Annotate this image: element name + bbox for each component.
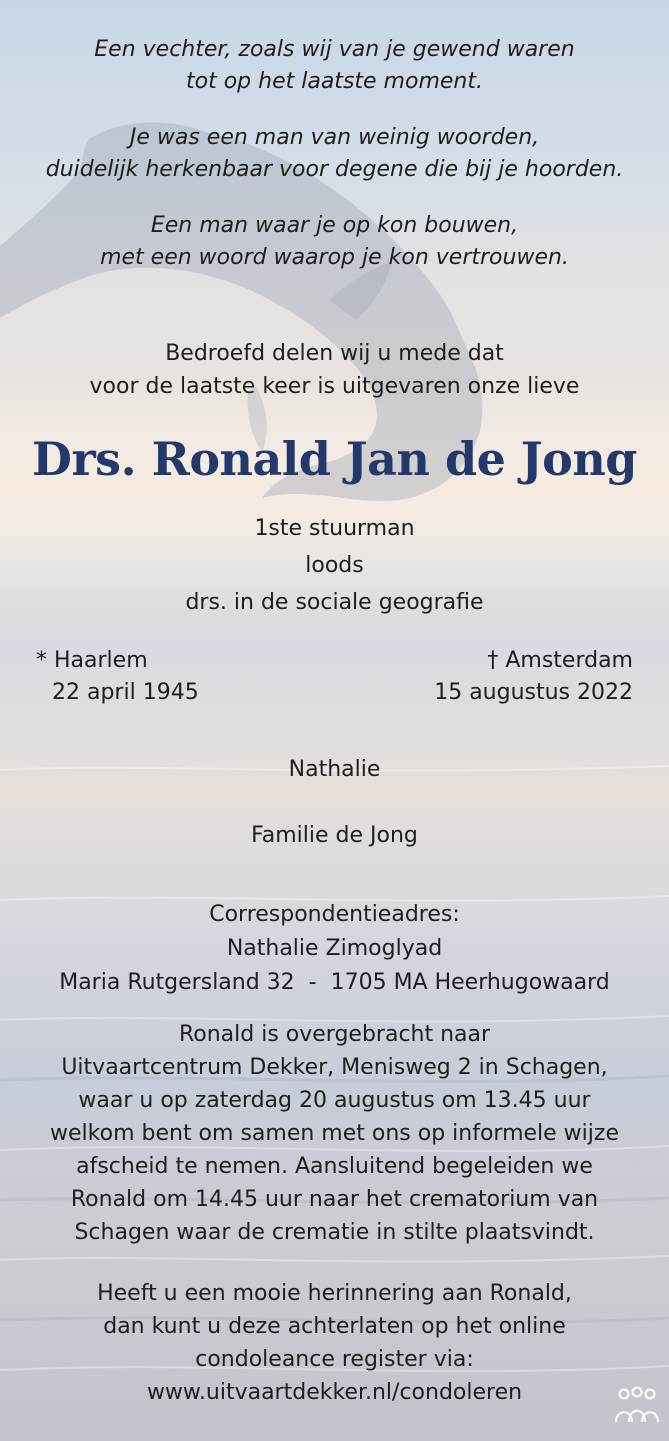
info-line: waar u op zaterdag 20 augustus om 13.45 uur xyxy=(78,1088,591,1113)
birth-date: 22 april 1945 xyxy=(52,680,199,705)
poem xyxy=(0,34,669,274)
info-line: Ronald is overgebracht naar xyxy=(178,1022,491,1047)
relative-partner: Nathalie xyxy=(288,757,381,782)
correspondence-label: Correspondentieadres: xyxy=(209,902,460,927)
correspondence-street: Maria Rutgersland 32 - 1705 MA Heerhugowaard xyxy=(59,970,610,995)
poem-line: met een woord waarop je kon vertrouwen. xyxy=(100,245,569,270)
professional-titles xyxy=(0,510,669,621)
condolence-line: condoleance register via: xyxy=(195,1347,474,1372)
poem-line: duidelijk herkenbaar voor degene die bij je hoorden. xyxy=(45,157,624,182)
info-line: afscheid te nemen. Aansluitend begeleiden we xyxy=(76,1154,593,1179)
death-date: 15 augustus 2022 xyxy=(434,680,633,705)
poem-line: Je was een man van weinig woorden, xyxy=(129,125,540,150)
info-line: Ronald om 14.45 uur naar het crematorium van xyxy=(70,1187,599,1212)
birth-place: * Haarlem xyxy=(36,648,148,673)
title-line: drs. in de sociale geografie xyxy=(185,590,484,615)
deceased-name: Drs. Ronald Jan de Jong xyxy=(32,432,637,486)
condolence-info xyxy=(0,1277,669,1409)
birth-info xyxy=(36,645,199,709)
poem-line: Een vechter, zoals wij van je gewend waren xyxy=(94,37,575,62)
death-info xyxy=(434,645,633,709)
condolence-url-link[interactable]: www.uitvaartdekker.nl/condoleren xyxy=(146,1380,523,1405)
info-line: welkom bent om samen met ons op informele wijze xyxy=(50,1121,619,1146)
people-group-logo-icon xyxy=(612,1385,662,1425)
condolence-line: dan kunt u deze achterlaten op het online xyxy=(103,1314,566,1339)
intro-line: Bedroefd delen wij u mede dat xyxy=(165,341,504,366)
title-line: loods xyxy=(305,553,364,578)
correspondence-address xyxy=(0,898,669,1000)
condolence-line: Heeft u een mooie herinnering aan Ronald, xyxy=(97,1281,572,1306)
funeral-info xyxy=(0,1018,669,1249)
intro-line: voor de laatste keer is uitgevaren onze lieve xyxy=(89,374,580,399)
poem-line: Een man waar je op kon bouwen, xyxy=(150,213,519,238)
relative-family: Familie de Jong xyxy=(251,823,418,848)
info-line: Schagen waar de crematie in stilte plaatsvindt. xyxy=(74,1220,595,1245)
title-line: 1ste stuurman xyxy=(254,516,415,541)
death-place: † Amsterdam xyxy=(487,648,633,673)
correspondence-name: Nathalie Zimoglyad xyxy=(226,936,443,961)
poem-line: tot op het laatste moment. xyxy=(186,69,483,94)
info-line: Uitvaartcentrum Dekker, Menisweg 2 in Schagen, xyxy=(61,1055,608,1080)
announcement-intro xyxy=(0,337,669,403)
